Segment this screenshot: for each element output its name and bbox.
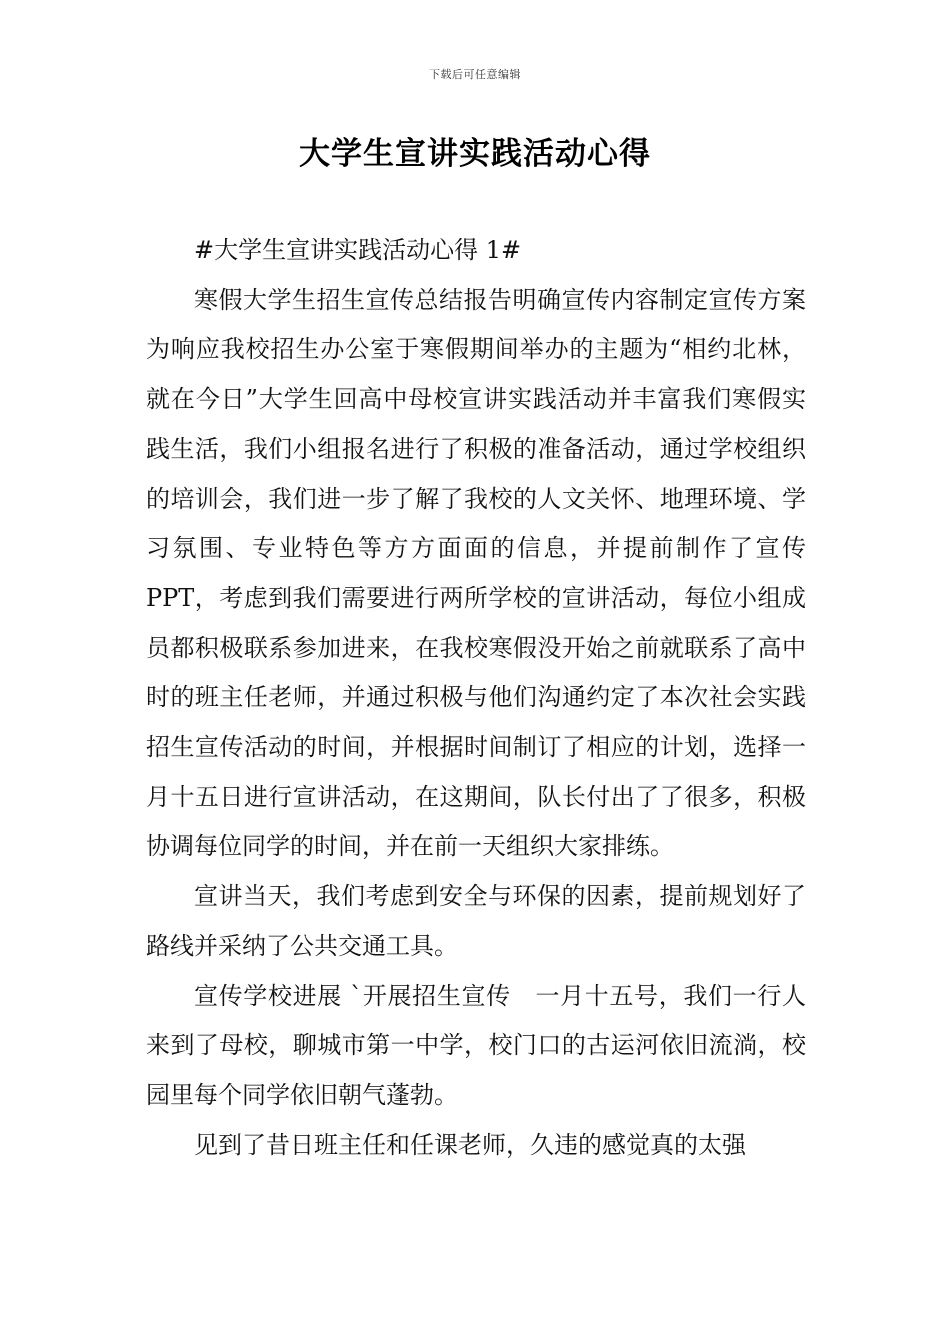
paragraph: 宣传学校进展 ˋ开展招生宣传 一月十五号，我们一行人来到了母校，聊城市第一中学，校门口的古运河依旧流淌，校园里每个同学依旧朝气蓬勃。 (146, 981, 806, 1109)
document-title: 大学生宣讲实践活动心得 (299, 136, 651, 172)
paragraph: 寒假大学生招生宣传总结报告明确宣传内容制定宣传方案 为响应我校招生办公室于寒假期间举办的主题为“相约北林，就在今日”大学生回高中母校宣讲实践活动并丰富我们寒假实践生活，我们小组报名进行了积极的准备活动，通过学校组织的培训会，我们进一步了解了我校的人文关怀、地理环境、学习氛围、专业特色等方方面面的信息，并提前制作了宣传PPT，考虑到我们需要进行两所学校的宣讲活动，每位小组成员都积极联系参加进来，在我校寒假没开始之前就联系了高中时的班主任老师，并通过积极与他们沟通约定了本次社会实践招生宣传活动的时间，并根据时间制订了相应的计划，选择一月十五日进行宣讲活动，在这期间，队长付出了了很多，积极协调每位同学的时间，并在前一天组织大家排练。 (146, 285, 854, 861)
paragraph: 宣讲当天，我们考虑到安全与环保的因素，提前规划好了路线并采纳了公共交通工具。 (146, 882, 806, 960)
section-heading: #大学生宣讲实践活动心得 1# (194, 236, 522, 264)
header-note: 下载后可任意编辑 (429, 68, 521, 81)
paragraph: 见到了昔日班主任和任课老师，久违的感觉真的太强 (194, 1130, 746, 1159)
document-body (146, 226, 854, 1170)
